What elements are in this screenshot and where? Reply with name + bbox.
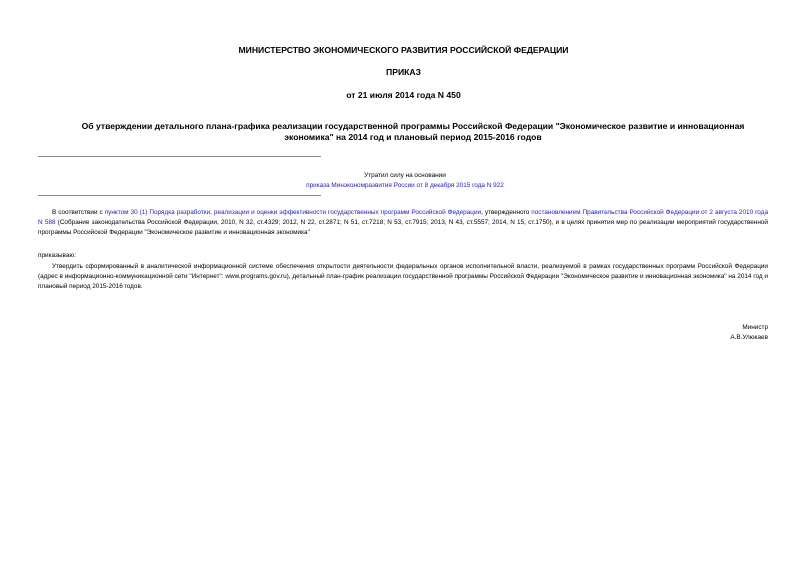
signature-position: Министр <box>742 324 768 331</box>
ministry-name: МИНИСТЕРСТВО ЭКОНОМИЧЕСКОГО РАЗВИТИЯ РОССИЙСКОЙ ФЕДЕРАЦИИ <box>238 45 569 55</box>
document-type: ПРИКАЗ <box>386 67 421 77</box>
paragraph-preamble <box>38 208 768 238</box>
divider-top <box>38 156 321 157</box>
document-title: Об утверждении детального плана-графика реализации государственной программы Российской Федерации "Экономическое развитие и инновационная экономика" на 2014 год и плановый период 2015-2016 годов <box>81 121 745 142</box>
preamble-text-start: В соответствии с <box>52 209 105 216</box>
document-date-number: от 21 июля 2014 года N 450 <box>346 90 461 100</box>
divider-bottom <box>38 195 321 196</box>
paragraph-resolution: Утвердить сформированный в аналитической информационной системе обеспечения открытости деятельности федеральных органов исполнительной власти, реализуемой в рамках государственных программ Российской Федерации (адрес в информационно-коммуникационной сети "Интернет": www.programs.gov.ru), детальный план-график реализации государственной программы Российской Федерации "Экономическое развитие и инновационная экономика" на 2014 год и плановый период 2015-2016 годов. <box>38 263 768 290</box>
status-note-text: Утратил силу на основании <box>364 172 446 179</box>
signature-name: А.В.Улюкаев <box>730 334 768 341</box>
status-note-link[interactable]: приказа Минэкономразвития России от 8 декабря 2015 года N 922 <box>306 182 504 189</box>
preamble-text-end: (Собрание законодательства Российской Федерации, 2010, N 32, ст.4329; 2012, N 22, ст.2871; N 51, ст.7218; N 53, ст.7915; 2013, N 43, ст.5557; 2014, N 15, ст.1750), и в целях принятия мер по реализации мероприятий государственной программы Российской Федерации "Экономическое развитие и инновационная экономика" <box>38 219 768 236</box>
link-procedure-point-30[interactable]: пунктом 30 (1) Порядка разработки, реализации и оценки эффективности государственных программ Российской Федерации <box>104 209 482 216</box>
preamble-text-mid: , утвержденного <box>481 209 532 216</box>
paragraph-order-word: приказываю: <box>38 252 76 259</box>
link-government-decree-588[interactable]: постановлением Правительства Российской Федерации от 2 августа 2010 года N 588 <box>38 209 769 226</box>
